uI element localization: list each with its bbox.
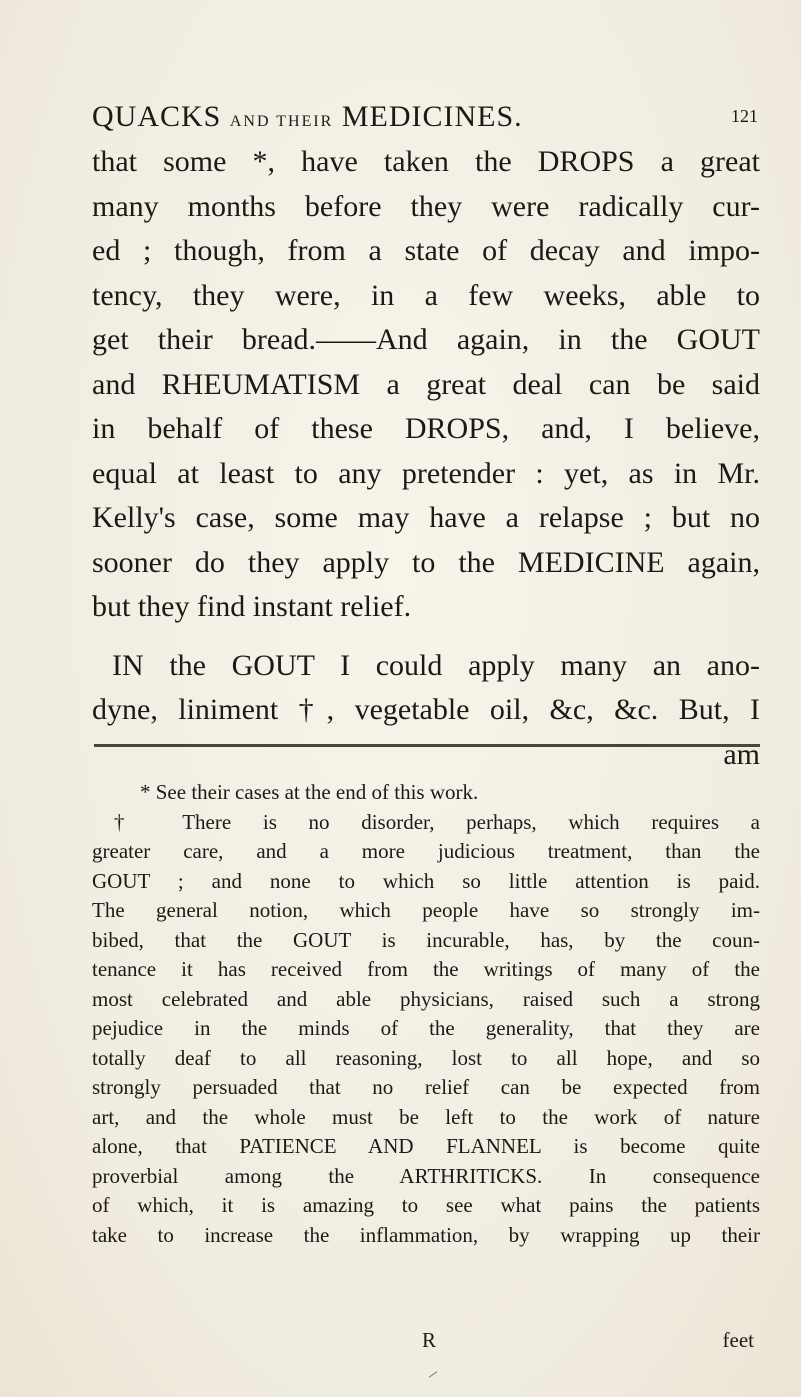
footnote-line: of which, it is amazing to see what pains the patients: [92, 1193, 760, 1217]
text-line: sooner do they apply to the MEDICINE again,: [92, 545, 760, 579]
footnote-rule: [94, 744, 760, 747]
footnote-line: strongly persuaded that no relief can be expected from: [92, 1075, 760, 1099]
footnotes: [92, 778, 760, 1250]
text-line: ed ; though, from a state of decay and impo-: [92, 234, 760, 267]
footnote-line: totally deaf to all reasoning, lost to all hope, and so: [92, 1045, 760, 1070]
footnote-line: The general notion, which people have so strongly im-: [92, 898, 760, 922]
signature-mark: R: [422, 1328, 437, 1352]
text-line: tency, they were, in a few weeks, able to: [92, 278, 760, 312]
footnote-line: greater care, and a more judicious treatment, than the: [92, 839, 760, 863]
page-footer: [92, 1328, 760, 1358]
text-line: get their bread.——And again, in the GOUT: [92, 323, 760, 356]
text-line: am: [723, 737, 760, 771]
main-text: [92, 140, 760, 777]
footnote-line: tenance it has received from the writings of many of the: [92, 957, 760, 981]
page-header: [92, 100, 758, 140]
text-line: equal at least to any pretender : yet, as in Mr.: [92, 456, 760, 490]
text-line: that some *, have taken the DROPS a great: [92, 145, 760, 178]
catchword: feet: [722, 1328, 754, 1352]
text-line: Kelly's case, some may have a relapse ; but no: [92, 501, 760, 534]
paragraph-gap: [92, 630, 760, 644]
footnote-line: art, and the whole must be left to the work of nature: [92, 1104, 760, 1129]
page-number: 121: [731, 106, 758, 126]
running-title-medicines: MEDICINES.: [341, 100, 523, 133]
footnote-line: take to increase the inflammation, by wrapping up their: [92, 1222, 760, 1247]
footnote-line: * See their cases at the end of this work.: [140, 780, 479, 804]
running-title: [92, 100, 523, 134]
text-line: IN the GOUT I could apply many an ano-: [112, 648, 760, 682]
footnote-line: bibed, that the GOUT is incurable, has, by the coun-: [92, 927, 760, 952]
footnote-line: most celebrated and able physicians, raised such a strong: [92, 986, 760, 1011]
footnote-line: proverbial among the ARTHRITICKS. In consequence: [92, 1163, 760, 1188]
footnote-line: pejudice in the minds of the generality, that they are: [92, 1016, 760, 1040]
text-line: but they find instant relief.: [92, 590, 412, 623]
text-line: dyne, liniment †, vegetable oil, &c, &c. But, I: [92, 693, 760, 726]
running-title-and-their: AND THEIR: [229, 113, 334, 130]
footnote-line: GOUT ; and none to which so little attention is paid.: [92, 868, 760, 893]
footnote-line: alone, that PATIENCE AND FLANNEL is become quite: [92, 1134, 760, 1158]
running-title-quacks: QUACKS: [92, 100, 222, 133]
footnote-line: † There is no disorder, perhaps, which requires a: [114, 809, 760, 834]
text-line: in behalf of these DROPS, and, I believe,: [92, 412, 760, 445]
text-line: and RHEUMATISM a great deal can be said: [92, 367, 760, 401]
text-line: many months before they were radically cur-: [92, 189, 760, 223]
stray-mark: [429, 1371, 438, 1378]
